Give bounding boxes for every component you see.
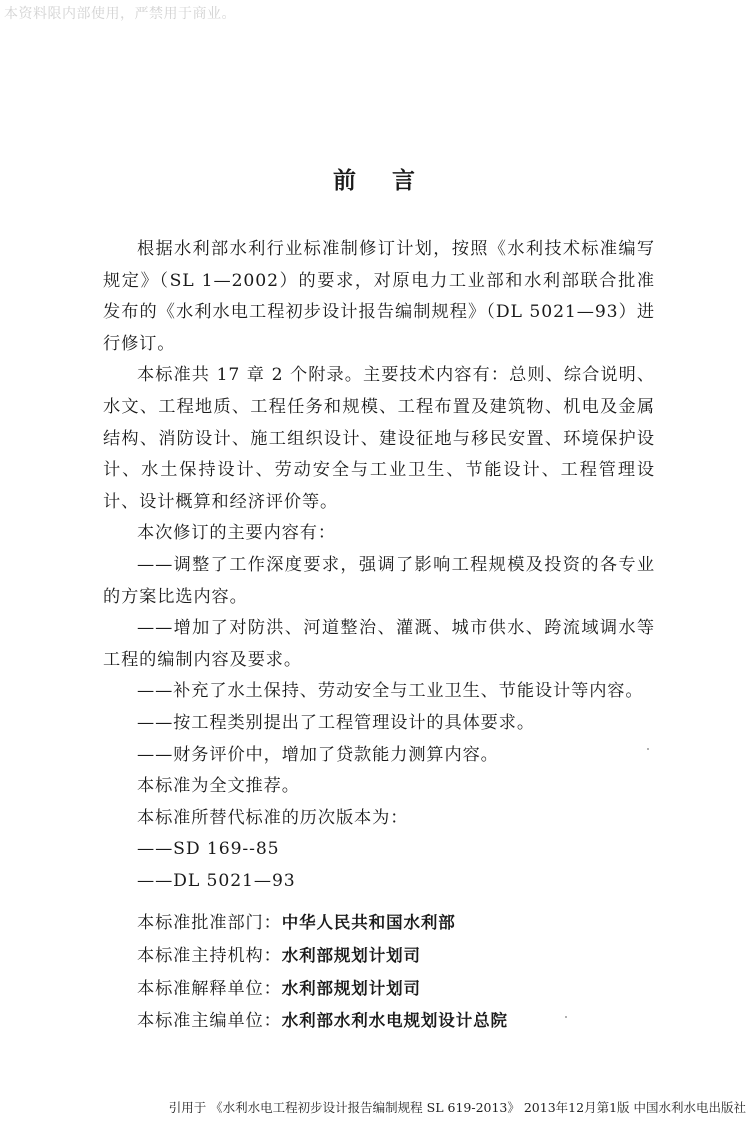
superseded-version: ——SD 169--85 bbox=[137, 839, 280, 860]
org-value: 水利部水利水电规划设计总院 bbox=[281, 1011, 508, 1031]
scan-speck bbox=[647, 748, 649, 750]
paragraph: 本标准共 17 章 2 个附录。主要技术内容有：总则、综合说明、水文、工程地质、工程任务和规模、工程布置及建筑物、机电及金属结构、消防设计、施工组织设计、建设征地与移民安置、环境保护设计、水土保持设计、劳动安全与工业卫生、节能设计、工程管理设计、设计概算和经济评价等。 bbox=[103, 365, 655, 512]
page-title: 前言 bbox=[333, 168, 451, 194]
organization-row bbox=[103, 973, 655, 1006]
org-label: 本标准主持机构： bbox=[137, 946, 282, 967]
paragraph: 本标准为全文推荐。 bbox=[137, 776, 300, 797]
organization-row bbox=[103, 940, 655, 973]
organization-row bbox=[103, 1005, 655, 1038]
org-value: 中华人民共和国水利部 bbox=[281, 913, 456, 933]
paragraph: 本标准所替代标准的历次版本为： bbox=[137, 807, 409, 828]
watermark: 本资料限内部使用，严禁用于商业。 bbox=[4, 6, 236, 22]
paragraph: 根据水利部水利行业标准制修订计划，按照《水利技术标准编写规定》（SL 1—2002）的要求，对原电力工业部和水利部联合批准发布的《水利水电工程初步设计报告编制规程》（DL 5021—93）进行修订。 bbox=[103, 239, 655, 354]
paragraph: ——财务评价中，增加了贷款能力测算内容。 bbox=[137, 744, 499, 765]
paragraph: ——按工程类别提出了工程管理设计的具体要求。 bbox=[137, 712, 535, 733]
scan-speck bbox=[565, 1016, 567, 1018]
citation-footer: 引用于 《水利水电工程初步设计报告编制规程 SL 619-2013》 2013年12月第1版 中国水利水电出版社 bbox=[168, 1100, 746, 1115]
paragraph: ——增加了对防洪、河道整治、灌溉、城市供水、跨流域调水等工程的编制内容及要求。 bbox=[103, 618, 655, 670]
org-label: 本标准解释单位： bbox=[137, 978, 282, 999]
org-value: 水利部规划计划司 bbox=[281, 978, 421, 998]
org-value: 水利部规划计划司 bbox=[281, 946, 421, 966]
paragraph: 本次修订的主要内容有： bbox=[137, 523, 336, 544]
organization-list bbox=[103, 907, 655, 1037]
org-label: 本标准主编单位： bbox=[137, 1011, 282, 1032]
organization-row bbox=[103, 907, 655, 940]
superseded-version: ——DL 5021—93 bbox=[137, 870, 296, 891]
paragraph: ——调整了工作深度要求，强调了影响工程规模及投资的各专业的方案比选内容。 bbox=[103, 554, 655, 607]
org-label: 本标准批准部门： bbox=[137, 913, 282, 934]
paragraph: ——补充了水土保持、劳动安全与工业卫生、节能设计等内容。 bbox=[137, 681, 644, 702]
preface-body bbox=[103, 234, 655, 1038]
